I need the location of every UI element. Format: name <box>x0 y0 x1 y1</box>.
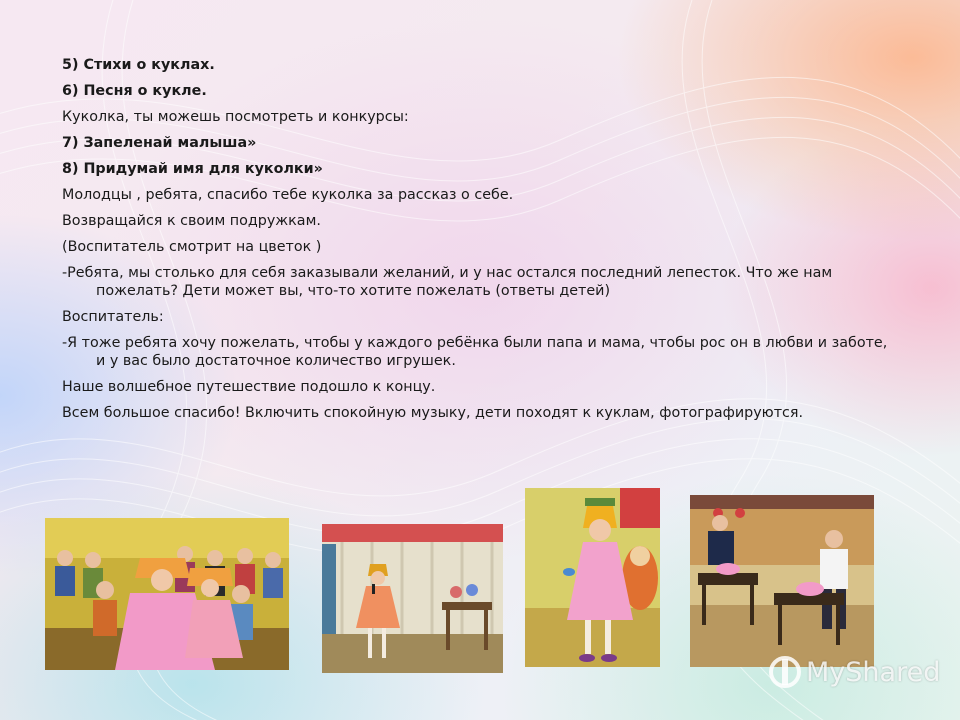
text-line: Наше волшебное путешествие подошло к концу. <box>62 379 436 395</box>
text-line: Всем большое спасибо! Включить спокойную музыку, дети походят к куклам, фотографируются. <box>62 405 804 421</box>
text-line: 5) Стихи о куклах. <box>62 57 215 73</box>
text-line: Молодцы , ребята, спасибо тебе куколка за рассказ о себе. <box>62 187 514 203</box>
text-line: 7) Запеленай малыша» <box>62 135 257 151</box>
photo-girl-pink-dress <box>525 488 660 667</box>
text-line: 6) Песня о кукле. <box>62 83 207 99</box>
text-line: -Я тоже ребята хочу пожелать, чтобы у каждого ребёнка были папа и мама, чтобы рос он в любви и заботе, и у вас было достаточное количество игрушек. <box>62 335 888 369</box>
photo-girl-microphone <box>322 524 503 673</box>
text-line: -Ребята, мы столько для себя заказывали желаний, и у нас остался последний лепесток. Что же нам пожелать? Дети может вы, что-то хотите пожелать (ответы детей) <box>62 265 833 299</box>
slide-text <box>62 56 892 430</box>
watermark <box>768 655 940 689</box>
photo-boys-tables <box>690 495 874 667</box>
text-line: (Воспитатель смотрит на цветок ) <box>62 239 322 255</box>
text-line: Куколка, ты можешь посмотреть и конкурсы: <box>62 109 409 125</box>
photo-children-audience <box>45 518 289 670</box>
text-line: Воспитатель: <box>62 309 164 325</box>
watermark-text: MyShared <box>806 656 941 688</box>
text-line: 8) Придумай имя для куколки» <box>62 161 323 177</box>
myshared-logo-icon <box>768 655 802 689</box>
text-line: Возвращайся к своим подружкам. <box>62 213 321 229</box>
